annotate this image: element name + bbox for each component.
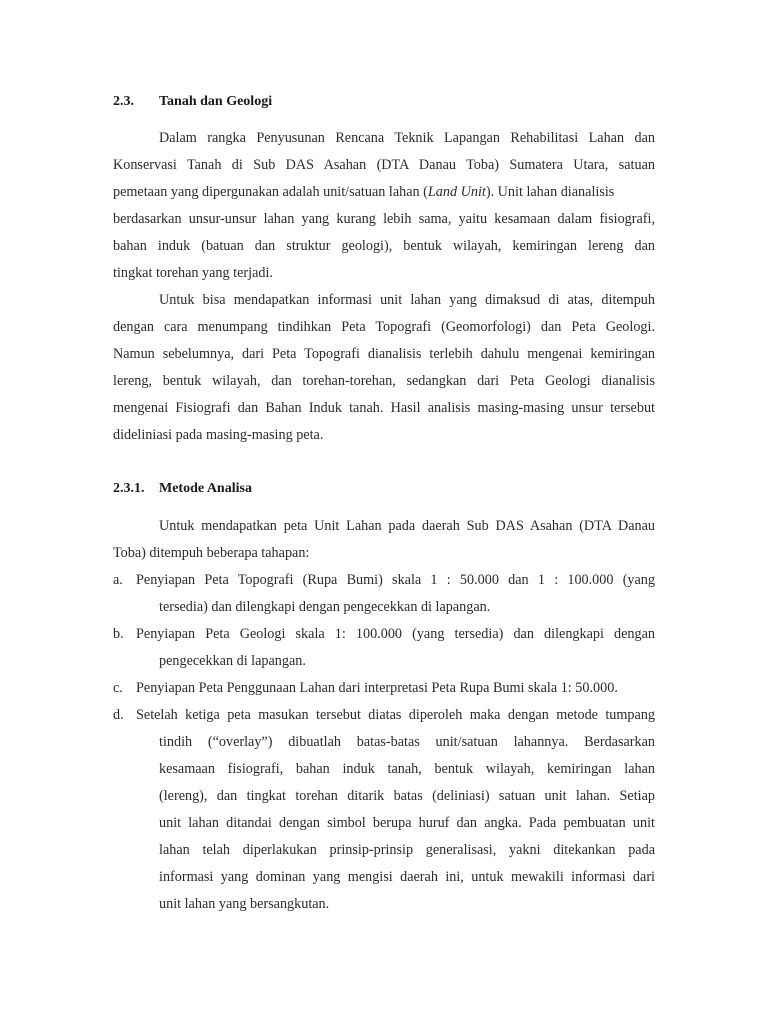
paragraph-line: dengan cara menumpang tindihkan Peta Topografi (Geomorfologi) dan Peta Geologi.	[113, 319, 655, 335]
list-line: Penyiapan Peta Penggunaan Lahan dari interpretasi Peta Rupa Bumi skala 1: 50.000.	[136, 680, 618, 696]
paragraph-line: dideliniasi pada masing-masing peta.	[113, 427, 324, 443]
list-line: unit lahan yang bersangkutan.	[159, 896, 330, 912]
list-line: Setelah ketiga peta masukan tersebut diatas diperoleh maka dengan metode tumpang	[136, 707, 655, 723]
section-number: 2.3.	[113, 94, 134, 109]
paragraph-text: pemetaan yang dipergunakan adalah unit/satuan lahan (	[113, 184, 428, 200]
paragraph-line: Untuk bisa mendapatkan informasi unit lahan yang dimaksud di atas, ditempuh	[159, 292, 655, 308]
paragraph-line: berdasarkan unsur-unsur lahan yang kurang lebih sama, yaitu kesamaan dalam fisiografi,	[113, 211, 655, 227]
paragraph-line: Namun sebelumnya, dari Peta Topografi dianalisis terlebih dahulu mengenai kemiringan	[113, 346, 655, 362]
paragraph-line: Toba) ditempuh beberapa tahapan:	[113, 545, 310, 561]
list-line: tersedia) dan dilengkapi dengan pengecekkan di lapangan.	[159, 599, 491, 615]
list-line: kesamaan fisiografi, bahan induk tanah, bentuk wilayah, kemiringan lahan	[159, 761, 655, 777]
italic-term: Land Unit	[427, 184, 486, 200]
paragraph-line: Untuk mendapatkan peta Unit Lahan pada daerah Sub DAS Asahan (DTA Danau	[159, 518, 655, 534]
list-line: tindih (“overlay”) dibuatlah batas-batas unit/satuan lahannya. Berdasarkan	[159, 734, 655, 750]
list-line: pengecekkan di lapangan.	[159, 653, 306, 669]
list-line: Penyiapan Peta Geologi skala 1: 100.000 (yang tersedia) dan dilengkapi dengan	[136, 626, 655, 642]
paragraph-line: lereng, bentuk wilayah, dan torehan-torehan, sedangkan dari Peta Geologi dianalisis	[113, 373, 655, 389]
section-number: 2.3.1.	[113, 481, 145, 496]
list-line: informasi yang dominan yang mengisi daerah ini, untuk mewakili informasi dari	[159, 869, 655, 885]
paragraph-line-with-italic	[113, 183, 655, 201]
list-marker: c.	[113, 680, 123, 696]
paragraph-text: ). Unit lahan dianalisis	[485, 184, 615, 200]
list-marker: b.	[113, 626, 124, 642]
paragraph-line: mengenai Fisiografi dan Bahan Induk tanah. Hasil analisis masing-masing unsur tersebut	[113, 400, 655, 416]
list-line: lahan telah diperlakukan prinsip-prinsip generalisasi, yakni ditekankan pada	[159, 842, 655, 858]
list-line: (lereng), dan tingkat torehan ditarik batas (deliniasi) satuan unit lahan. Setiap	[159, 788, 655, 804]
paragraph-line: tingkat torehan yang terjadi.	[113, 265, 273, 281]
list-marker: d.	[113, 707, 124, 723]
list-marker: a.	[113, 572, 123, 588]
paragraph-line: bahan induk (batuan dan struktur geologi), bentuk wilayah, kemiringan lereng dan	[113, 238, 655, 254]
section-heading-2-3	[113, 94, 272, 110]
list-line: unit lahan ditandai dengan simbol berupa huruf dan angka. Pada pembuatan unit	[159, 815, 655, 831]
paragraph-line: Konservasi Tanah di Sub DAS Asahan (DTA Danau Toba) Sumatera Utara, satuan	[113, 157, 655, 173]
section-heading-2-3-1	[113, 481, 252, 497]
section-title: Tanah dan Geologi	[159, 94, 273, 109]
section-title: Metode Analisa	[159, 481, 252, 496]
paragraph-line: Dalam rangka Penyusunan Rencana Teknik Lapangan Rehabilitasi Lahan dan	[159, 130, 655, 146]
list-line: Penyiapan Peta Topografi (Rupa Bumi) skala 1 : 50.000 dan 1 : 100.000 (yang	[136, 572, 655, 588]
